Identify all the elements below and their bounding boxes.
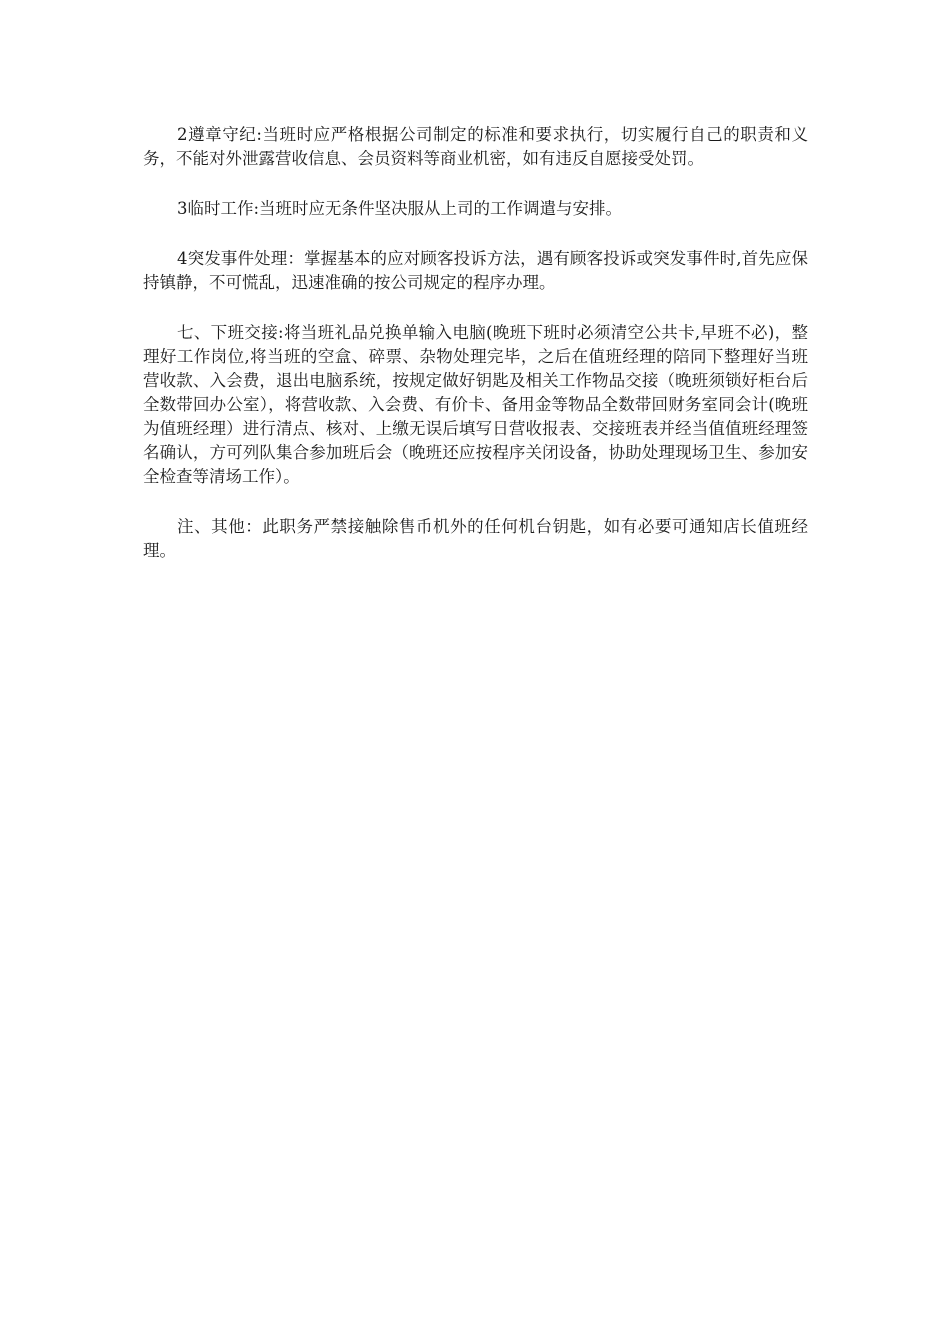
paragraph-temporary-work: 3临时工作:当班时应无条件坚决服从上司的工作调遣与安排。 [177,199,623,218]
paragraph-shift-handover: 七、下班交接:将当班礼品兑换单输入电脑(晚班下班时必须清空公共卡,早班不必)，整理好工作岗位,将当班的空盒、碎票、杂物处理完毕，之后在值班经理的陪同下整理好当班营收款、入会费，退出电脑系统，按规定做好钥匙及相关工作物品交接（晚班须锁好柜台后全数带回办公室），将营收款、入会费、有价卡、备用金等物品全数带回财务室同会计(晚班为值班经理）进行清点、核对、上缴无误后填写日营收报表、交接班表并经当值值班经理签名确认，方可列队集合参加班后会（晚班还应按程序关闭设备，协助处理现场卫生、参加安全检查等清场工作）。 [143,323,808,486]
paragraph-note-other: 注、其他：此职务严禁接触除售币机外的任何机台钥匙，如有必要可通知店长值班经理。 [143,517,808,560]
document-body [143,123,808,589]
paragraph-discipline: 2遵章守纪:当班时应严格根据公司制定的标准和要求执行，切实履行自己的职责和义务，不能对外泄露营收信息、会员资料等商业机密，如有违反自愿接受处罚。 [143,125,808,168]
paragraph-emergency-handling: 4突发事件处理：掌握基本的应对顾客投诉方法，遇有顾客投诉或突发事件时,首先应保持镇静，不可慌乱，迅速准确的按公司规定的程序办理。 [143,249,808,292]
